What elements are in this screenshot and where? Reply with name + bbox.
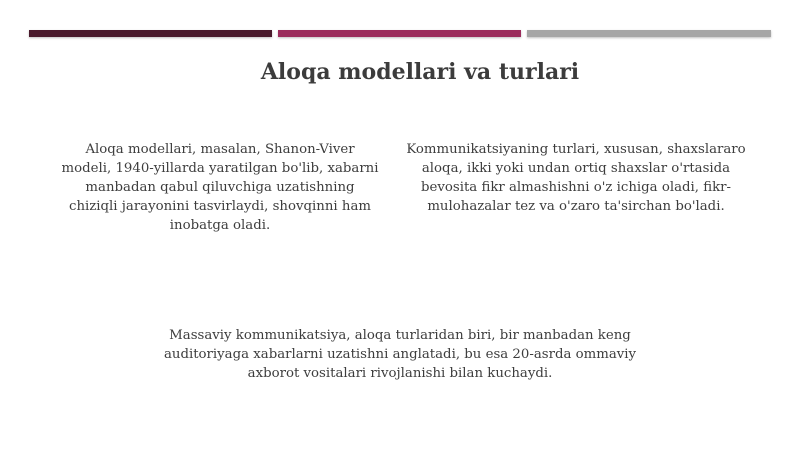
paragraph-mass-communication: Massaviy kommunikatsiya, aloqa turlaridan biri, bir manbadan keng auditoriyaga xabarlarni uzatishni anglatadi, bu esa 20-asrda ommaviy axborot vositalari rivojlanishi bilan kuchaydi. (163, 328, 637, 381)
paragraph-communication-models: Aloqa modellari, masalan, Shanon-Viver modeli, 1940-yillarda yaratilgan bo'lib, xabarni manbadan qabul qiluvchiga uzatishning chiziqli jarayonini tasvirlaydi, shovqinni ham inobatga oladi. (61, 142, 379, 233)
slide-title: Aloqa modellari va turlari (260, 59, 580, 85)
paragraph-communication-types: Kommunikatsiyaning turlari, xususan, shaxslararo aloqa, ikki yoki undan ortiq shaxslar o'rtasida bevosita fikr almashishni o'z ichiga oladi, fikr-mulohazalar tez va o'zaro ta'sirchan bo'ladi. (406, 142, 746, 214)
accent-bar-dark (29, 30, 272, 37)
accent-bar-gray (527, 30, 771, 37)
accent-bar-magenta (278, 30, 521, 37)
